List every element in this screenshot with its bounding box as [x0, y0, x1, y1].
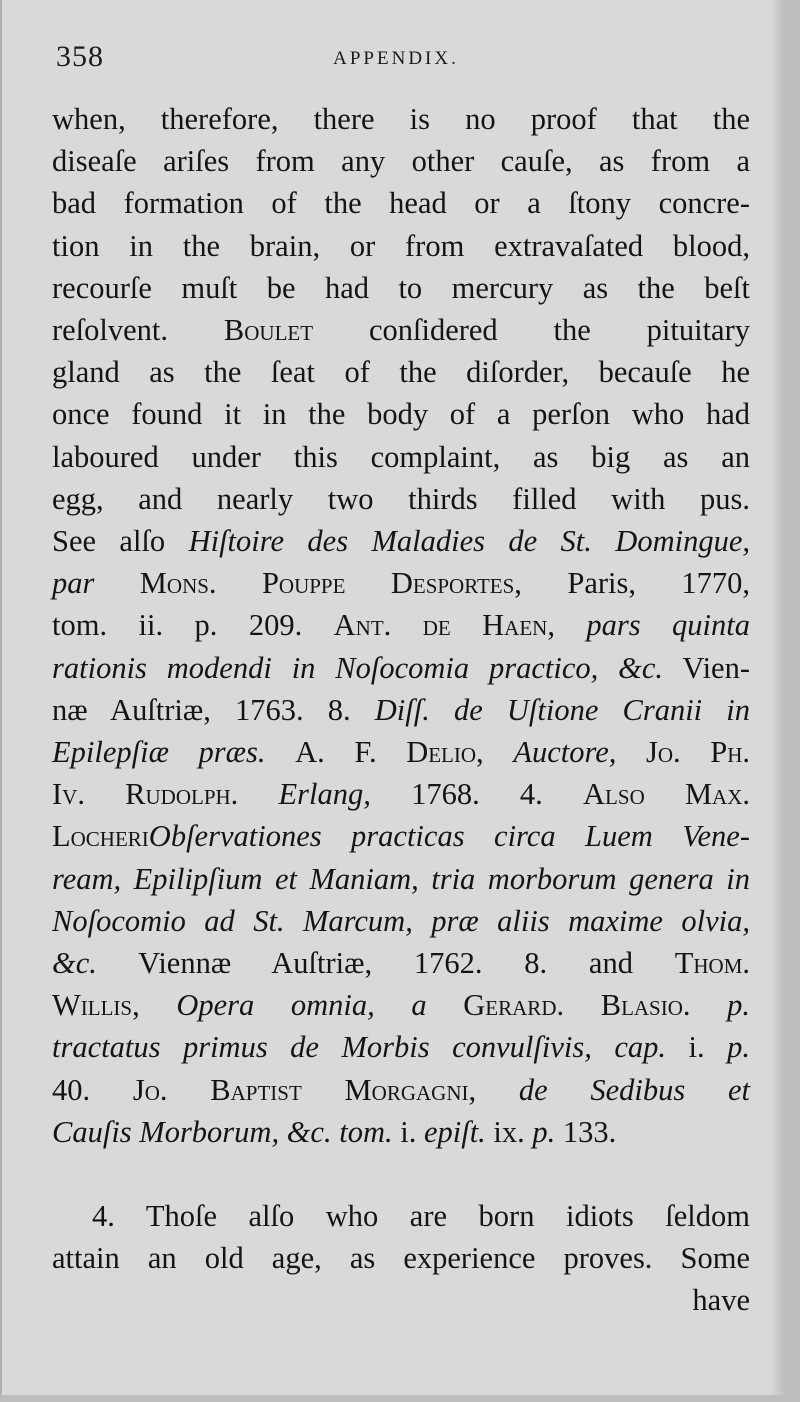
paragraph-gap — [52, 1153, 750, 1195]
text-line: 4. Thoſe alſo who are born idiots ſeldom — [92, 1199, 750, 1234]
running-head: APPENDIX. — [333, 48, 459, 69]
work-title: Obſervationes practicas circa Luem Vene- — [148, 819, 750, 854]
author-name: Jo. Baptist Morgagni, — [132, 1072, 477, 1107]
text-line — [52, 815, 750, 857]
text-line: diseaſe ariſes from any other cauſe, as from a — [52, 144, 750, 179]
text-line: bad formation of the head or a ſtony concre- — [52, 186, 750, 221]
text-line: tractatus primus de Morbis convulſivis, cap. i. p. — [52, 1030, 750, 1065]
author-name: A. F. Delio, — [295, 735, 484, 770]
text-line: ream, Epilipſium et Maniam, tria morborum genera in — [52, 861, 750, 896]
author-name: Locheri — [52, 819, 149, 854]
text-line: egg, and nearly two thirds filled with pus. — [52, 481, 750, 516]
text-line: par Mons. Pouppe Desportes, Paris, 1770, — [52, 566, 751, 601]
text-line: tion in the brain, or from extravaſated blood, — [52, 228, 750, 263]
work-title: Diſſ. de Uſtione Cranii in — [374, 692, 751, 727]
text-line: See alſo Hiſtoire des Maladies de St. Domingue, — [52, 524, 750, 559]
work-title: Cauſis Morborum, &c. tom. — [52, 1114, 393, 1149]
page-header — [52, 40, 740, 84]
text-line: attain an old age, as experience proves. Some — [52, 1241, 750, 1276]
text-line: næ Auſtriæ, 1763. 8. Diſſ. de Uſtione Cranii in — [52, 692, 751, 727]
author-name: Willis, — [52, 988, 140, 1023]
text-line: reſolvent. Boulet conſidered the pituitary — [52, 313, 751, 348]
author-name: Boulet — [223, 313, 314, 348]
text-line: Willis, Opera omnia, a Gerard. Blasio. p. — [52, 988, 751, 1023]
catchword: have — [692, 1283, 750, 1318]
text-line: Iv. Rudolph. Erlang, 1768. 4. Alſo Max. — [52, 777, 751, 812]
text-line: Cauſis Morborum, &c. tom. i. epiſt. ix. p. 133. — [52, 1114, 617, 1149]
text-line: gland as the ſeat of the diſorder, becauſe he — [52, 355, 750, 390]
text-line: when, therefore, there is no proof that the — [52, 102, 750, 136]
text-line: recourſe muſt be had to mercury as the beſt — [52, 270, 750, 305]
text-line: &c. Viennæ Auſtriæ, 1762. 8. and Thom. — [52, 946, 751, 981]
work-title: Hiſtoire des Maladies de St. Domingue, — [188, 524, 750, 559]
author-name: Ant. de Haen, — [333, 608, 555, 643]
text-line: tom. ii. p. 209. Ant. de Haen, pars quinta — [52, 608, 751, 643]
text-line: Epilepſiæ præs. A. F. Delio, Auctore, Jo. Ph. — [52, 735, 751, 770]
author-name: Mons. Pouppe Desportes, — [139, 566, 522, 601]
page-number: 358 — [56, 40, 104, 73]
text-line: rationis modendi in Noſocomia practico, &c. Vien- — [52, 650, 750, 685]
text-line: Noſocomio ad St. Marcum, præ aliis maxime olvia, — [52, 903, 750, 938]
body-text — [52, 98, 750, 1322]
text-line: 40. Jo. Baptist Morgagni, de Sedibus et — [52, 1072, 751, 1107]
text-line: once found it in the body of a perſon who had — [52, 397, 750, 432]
work-title: rationis modendi in Noſocomia practico, &c. — [52, 650, 664, 685]
author-name: Iv. Rudolph. — [52, 777, 239, 812]
text-line: laboured under this complaint, as big as an — [52, 439, 750, 474]
